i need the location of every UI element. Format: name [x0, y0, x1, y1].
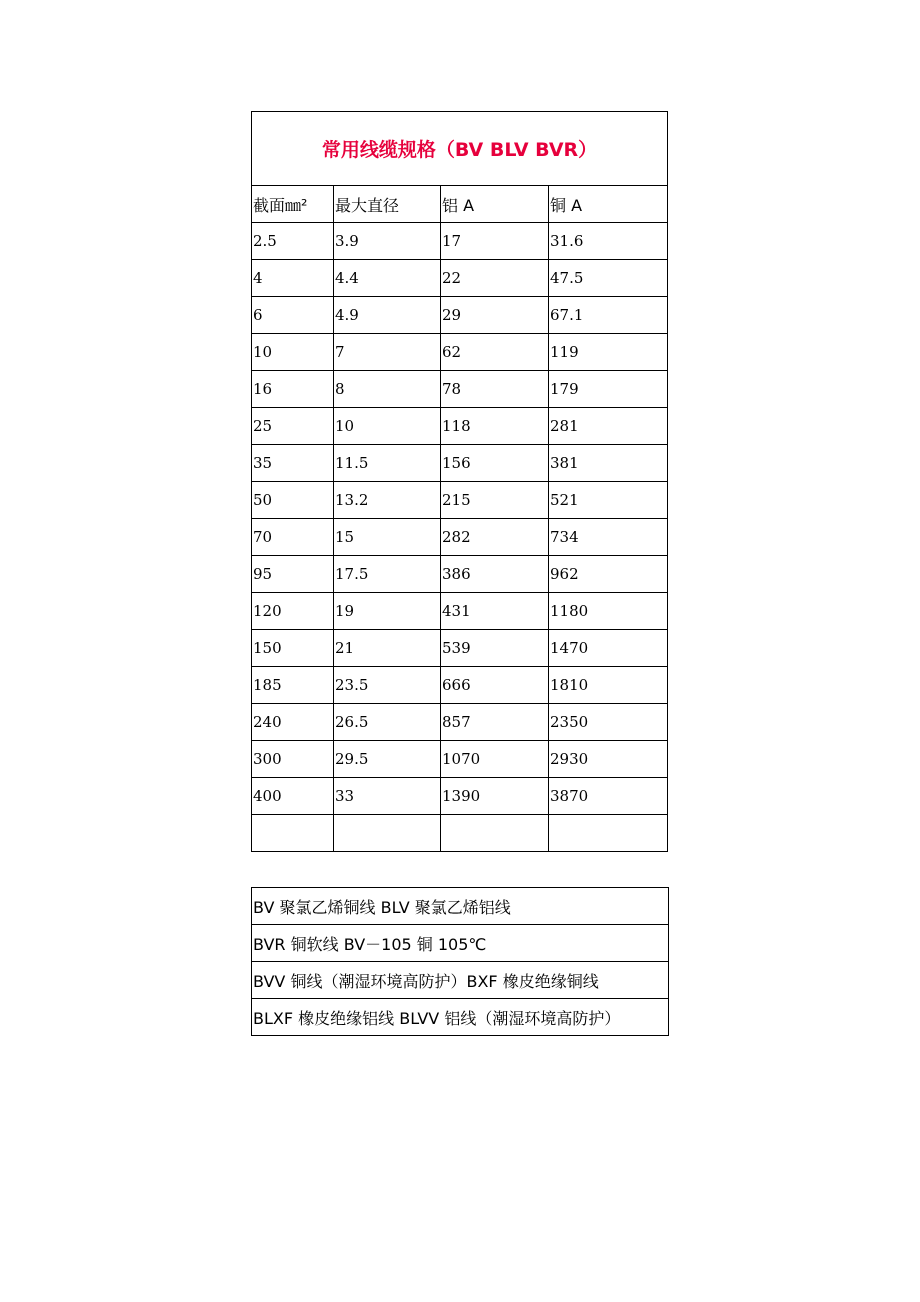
- cell-cross-section: 95: [252, 556, 334, 593]
- cell-aluminum-ampacity: 62: [441, 334, 549, 371]
- table-row: [252, 519, 668, 556]
- cell-cross-section: 300: [252, 741, 334, 778]
- table-row: [252, 593, 668, 630]
- empty-cell: [549, 815, 668, 852]
- cell-copper-ampacity: 2930: [549, 741, 668, 778]
- cell-max-diameter: 19: [334, 593, 441, 630]
- legend-text: BVV 铜线（潮湿环境高防护）BXF 橡皮绝缘铜线: [252, 962, 669, 999]
- table-row: [252, 223, 668, 260]
- table-row: [252, 667, 668, 704]
- empty-cell: [334, 815, 441, 852]
- cell-cross-section: 70: [252, 519, 334, 556]
- legend-row: [252, 999, 669, 1036]
- empty-cell: [441, 815, 549, 852]
- cell-aluminum-ampacity: 282: [441, 519, 549, 556]
- cell-copper-ampacity: 67.1: [549, 297, 668, 334]
- legend-text: BV 聚氯乙烯铜线 BLV 聚氯乙烯铝线: [252, 888, 669, 925]
- cell-cross-section: 240: [252, 704, 334, 741]
- cable-type-legend: [251, 887, 669, 1036]
- cell-cross-section: 2.5: [252, 223, 334, 260]
- column-header-cross-section: 截面㎜²: [252, 186, 334, 223]
- cell-aluminum-ampacity: 1390: [441, 778, 549, 815]
- cell-cross-section: 185: [252, 667, 334, 704]
- cell-max-diameter: 29.5: [334, 741, 441, 778]
- title-row: [252, 112, 668, 186]
- legend-row: [252, 962, 669, 999]
- cell-aluminum-ampacity: 857: [441, 704, 549, 741]
- table-row: [252, 408, 668, 445]
- cell-cross-section: 10: [252, 334, 334, 371]
- cell-copper-ampacity: 734: [549, 519, 668, 556]
- cell-copper-ampacity: 521: [549, 482, 668, 519]
- cell-max-diameter: 4.4: [334, 260, 441, 297]
- cell-max-diameter: 17.5: [334, 556, 441, 593]
- cell-max-diameter: 21: [334, 630, 441, 667]
- cell-max-diameter: 13.2: [334, 482, 441, 519]
- empty-row: [252, 815, 668, 852]
- cell-copper-ampacity: 2350: [549, 704, 668, 741]
- table-row: [252, 482, 668, 519]
- table-row: [252, 445, 668, 482]
- table-row: [252, 260, 668, 297]
- cell-aluminum-ampacity: 539: [441, 630, 549, 667]
- cell-aluminum-ampacity: 386: [441, 556, 549, 593]
- table-row: [252, 556, 668, 593]
- cell-copper-ampacity: 31.6: [549, 223, 668, 260]
- table-row: [252, 371, 668, 408]
- cell-cross-section: 400: [252, 778, 334, 815]
- cell-cross-section: 25: [252, 408, 334, 445]
- table-row: [252, 704, 668, 741]
- cell-aluminum-ampacity: 22: [441, 260, 549, 297]
- cell-copper-ampacity: 119: [549, 334, 668, 371]
- cell-max-diameter: 33: [334, 778, 441, 815]
- column-header-aluminum-ampacity: 铝 A: [441, 186, 549, 223]
- table-row: [252, 741, 668, 778]
- cell-aluminum-ampacity: 1070: [441, 741, 549, 778]
- cell-copper-ampacity: 1180: [549, 593, 668, 630]
- cell-max-diameter: 23.5: [334, 667, 441, 704]
- cell-aluminum-ampacity: 78: [441, 371, 549, 408]
- cell-aluminum-ampacity: 156: [441, 445, 549, 482]
- cell-aluminum-ampacity: 29: [441, 297, 549, 334]
- cell-cross-section: 150: [252, 630, 334, 667]
- cell-copper-ampacity: 281: [549, 408, 668, 445]
- column-header-copper-ampacity: 铜 A: [549, 186, 668, 223]
- table-row: [252, 334, 668, 371]
- cell-max-diameter: 15: [334, 519, 441, 556]
- cell-copper-ampacity: 962: [549, 556, 668, 593]
- cell-copper-ampacity: 179: [549, 371, 668, 408]
- legend-text: BLXF 橡皮绝缘铝线 BLVV 铝线（潮湿环境高防护）: [252, 999, 669, 1036]
- column-header-max-diameter: 最大直径: [334, 186, 441, 223]
- cell-aluminum-ampacity: 431: [441, 593, 549, 630]
- legend-row: [252, 888, 669, 925]
- header-row: [252, 186, 668, 223]
- cell-aluminum-ampacity: 666: [441, 667, 549, 704]
- cell-max-diameter: 3.9: [334, 223, 441, 260]
- table-row: [252, 297, 668, 334]
- cell-max-diameter: 7: [334, 334, 441, 371]
- cell-max-diameter: 10: [334, 408, 441, 445]
- cell-max-diameter: 8: [334, 371, 441, 408]
- table-row: [252, 778, 668, 815]
- cell-max-diameter: 26.5: [334, 704, 441, 741]
- cell-copper-ampacity: 1470: [549, 630, 668, 667]
- cell-aluminum-ampacity: 17: [441, 223, 549, 260]
- cell-cross-section: 16: [252, 371, 334, 408]
- cell-copper-ampacity: 3870: [549, 778, 668, 815]
- cell-copper-ampacity: 1810: [549, 667, 668, 704]
- empty-cell: [252, 815, 334, 852]
- cell-cross-section: 6: [252, 297, 334, 334]
- cell-max-diameter: 4.9: [334, 297, 441, 334]
- cell-copper-ampacity: 47.5: [549, 260, 668, 297]
- cell-cross-section: 50: [252, 482, 334, 519]
- cell-cross-section: 35: [252, 445, 334, 482]
- cell-copper-ampacity: 381: [549, 445, 668, 482]
- table-row: [252, 630, 668, 667]
- table-title: 常用线缆规格（BV BLV BVR）: [252, 112, 668, 186]
- cable-spec-table: [251, 111, 668, 852]
- cell-cross-section: 4: [252, 260, 334, 297]
- cell-aluminum-ampacity: 118: [441, 408, 549, 445]
- cell-aluminum-ampacity: 215: [441, 482, 549, 519]
- cell-max-diameter: 11.5: [334, 445, 441, 482]
- legend-row: [252, 925, 669, 962]
- legend-text: BVR 铜软线 BV－105 铜 105℃: [252, 925, 669, 962]
- cell-cross-section: 120: [252, 593, 334, 630]
